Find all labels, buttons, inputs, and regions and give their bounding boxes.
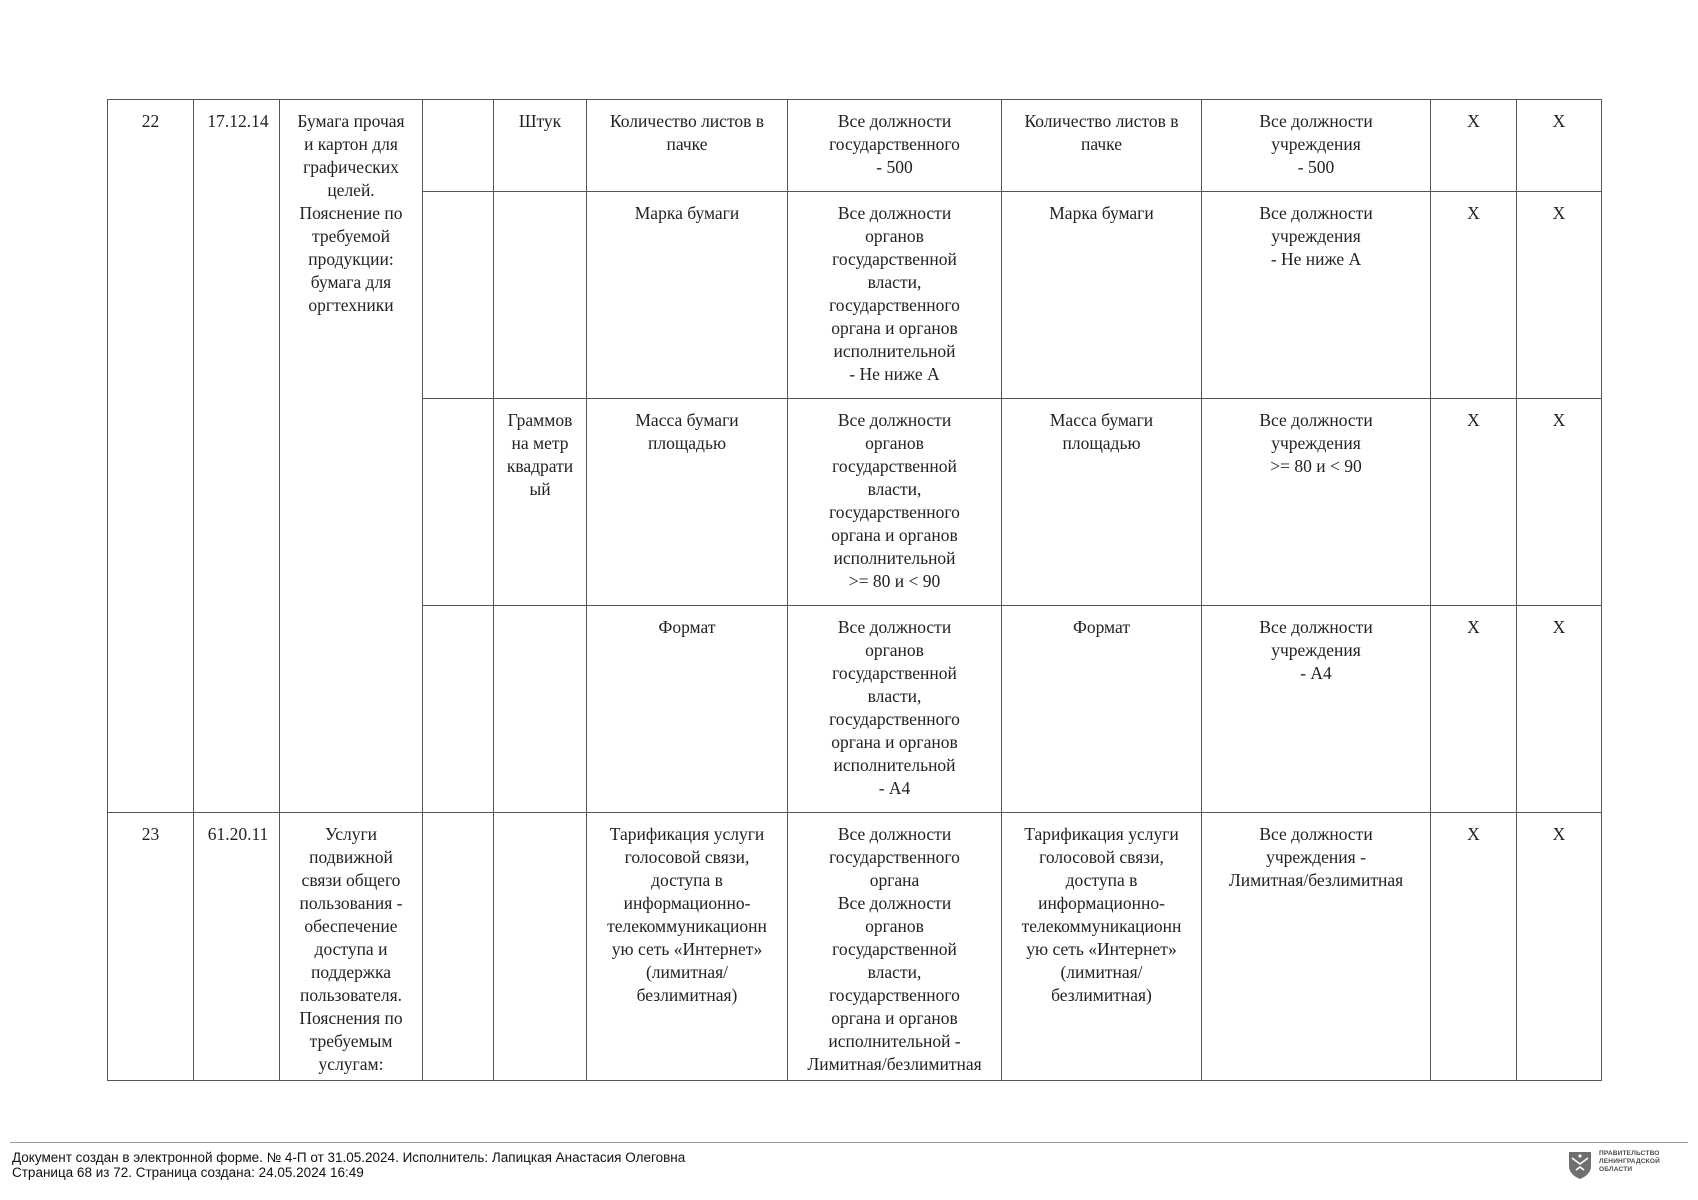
positions-institution-cell: Все должности учреждения - Не ниже А <box>1202 192 1431 399</box>
footer-page-line: Страница 68 из 72. Страница создана: 24.05.2024 16:49 <box>12 1165 364 1180</box>
unit-cell <box>494 606 587 813</box>
row-number: 22 <box>108 100 194 813</box>
row-number: 23 <box>108 813 194 1081</box>
empty-cell <box>423 399 494 606</box>
positions-gov-cell: Все должности органов государственной власти, государственного органа и органов исполнительной - А4 <box>788 606 1002 813</box>
product-name: Услуги подвижной связи общего пользования - обеспечение доступа и поддержка пользователя. Пояснения по требуемым услугам: <box>280 813 423 1081</box>
positions-institution-cell: Все должности учреждения - А4 <box>1202 606 1431 813</box>
footer-info <box>12 1150 685 1180</box>
positions-gov-cell: Все должности органов государственной власти, государственного органа и органов исполнительной - Не ниже А <box>788 192 1002 399</box>
characteristic-cell: Масса бумаги площадью <box>587 399 788 606</box>
table-row <box>108 813 1602 1081</box>
okpd-code: 17.12.14 <box>194 100 280 813</box>
characteristic-cell: Количество листов в пачке <box>587 100 788 192</box>
unit-cell <box>494 813 587 1081</box>
characteristic-cell: Тарификация услуги голосовой связи, доступа в информационно- телекоммуникационн ую сеть «Интернет» (лимитная/ безлимитная) <box>587 813 788 1081</box>
characteristic-cell: Марка бумаги <box>587 192 788 399</box>
characteristic-cell: Количество листов в пачке <box>1002 100 1202 192</box>
x-cell: X <box>1517 606 1602 813</box>
empty-cell <box>423 100 494 192</box>
footer-divider <box>10 1142 1688 1143</box>
footer-document-line: Документ создан в электронной форме. № 4-П от 31.05.2024. Исполнитель: Лапицкая Анастасия Олеговна <box>12 1150 686 1165</box>
positions-gov-cell: Все должности государственного - 500 <box>788 100 1002 192</box>
positions-institution-cell: Все должности учреждения - 500 <box>1202 100 1431 192</box>
x-cell: X <box>1517 813 1602 1081</box>
x-cell: X <box>1431 399 1517 606</box>
x-cell: X <box>1517 399 1602 606</box>
x-cell: X <box>1517 100 1602 192</box>
x-cell: X <box>1517 192 1602 399</box>
x-cell: X <box>1431 100 1517 192</box>
unit-cell <box>494 192 587 399</box>
coat-of-arms-icon <box>1567 1150 1593 1180</box>
characteristic-cell: Тарификация услуги голосовой связи, доступа в информационно- телекоммуникационн ую сеть «Интернет» (лимитная/ безлимитная) <box>1002 813 1202 1081</box>
x-cell: X <box>1431 813 1517 1081</box>
table-row <box>108 100 1602 192</box>
positions-gov-cell: Все должности государственного органа Все должности органов государственной власти, государственного органа и органов исполнительной - Лимитная/безлимитная <box>788 813 1002 1081</box>
characteristic-cell: Масса бумаги площадью <box>1002 399 1202 606</box>
characteristic-cell: Марка бумаги <box>1002 192 1202 399</box>
logo-caption: ПРАВИТЕЛЬСТВО ЛЕНИНГРАДСКОЙ ОБЛАСТИ <box>1599 1150 1660 1173</box>
product-name: Бумага прочая и картон для графических целей. Пояснение по требуемой продукции: бумага для оргтехники <box>280 100 423 813</box>
characteristic-cell: Формат <box>1002 606 1202 813</box>
characteristic-cell: Формат <box>587 606 788 813</box>
government-logo <box>1567 1150 1660 1180</box>
x-cell: X <box>1431 192 1517 399</box>
empty-cell <box>423 813 494 1081</box>
empty-cell <box>423 192 494 399</box>
x-cell: X <box>1431 606 1517 813</box>
unit-cell: Штук <box>494 100 587 192</box>
okpd-code: 61.20.11 <box>194 813 280 1081</box>
document-table <box>107 99 1602 1081</box>
positions-gov-cell: Все должности органов государственной власти, государственного органа и органов исполнительной >= 80 и < 90 <box>788 399 1002 606</box>
positions-institution-cell: Все должности учреждения - Лимитная/безлимитная <box>1202 813 1431 1081</box>
empty-cell <box>423 606 494 813</box>
unit-cell: Граммов на метр квадрати ый <box>494 399 587 606</box>
positions-institution-cell: Все должности учреждения >= 80 и < 90 <box>1202 399 1431 606</box>
